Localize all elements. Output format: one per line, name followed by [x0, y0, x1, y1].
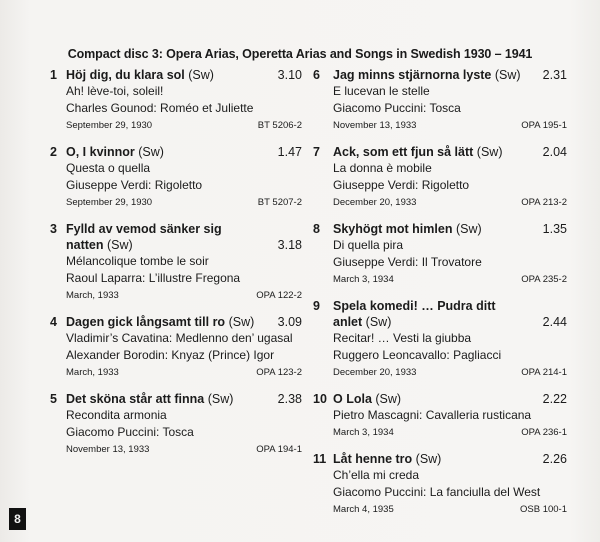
track-duration: 1.47: [277, 145, 302, 159]
track-original-title: Di quella pira: [333, 238, 404, 252]
track-number: 1: [50, 68, 57, 82]
track-title: Ack, som ett fjun så lätt: [333, 145, 474, 159]
track-title-wrap: [66, 314, 302, 330]
track-original-title: Questa o quella: [66, 161, 151, 175]
track-recording-info: [50, 442, 302, 457]
recording-date: November 13, 1933: [333, 120, 417, 131]
track-header: [313, 67, 567, 83]
track-composer-work: Ruggero Leoncavallo: Pagliacci: [333, 348, 502, 362]
matrix-number: OPA 214-1: [521, 367, 567, 378]
track-number: 3: [50, 222, 57, 236]
track-language: (Sw): [455, 222, 482, 236]
track-header: [50, 221, 302, 253]
track-entry: [313, 67, 567, 133]
track-title: Dagen gick långsamt till ro: [66, 315, 226, 329]
track-title-wrap: [66, 391, 302, 407]
track-title-wrap: [333, 221, 567, 237]
recording-date: November 13, 1933: [66, 444, 150, 455]
track-title: Höj dig, du klara sol: [66, 68, 185, 82]
track-header: [50, 67, 302, 83]
track-recording-info: [50, 365, 302, 380]
track-title-wrap: [333, 144, 567, 160]
track-original-title: E lucevan le stelle: [333, 84, 430, 98]
track-entry: [313, 391, 567, 440]
track-header: [313, 391, 567, 407]
track-duration: 2.44: [542, 315, 567, 329]
page-heading: Compact disc 3: Opera Arias, Operetta Arias and Songs in Swedish 1930 – 1941: [67, 47, 533, 61]
track-title-wrap: [66, 67, 302, 83]
track-header: [313, 298, 567, 330]
matrix-number: OPA 194-1: [256, 444, 302, 455]
track-composer-work: Giuseppe Verdi: Rigoletto: [66, 178, 203, 192]
matrix-number: OPA 213-2: [521, 197, 567, 208]
track-title: Jag minns stjärnorna lyste: [333, 68, 492, 82]
track-duration: 2.04: [542, 145, 567, 159]
track-entry: [50, 221, 302, 303]
track-entry: [50, 391, 302, 457]
track-column-left: [50, 67, 302, 468]
track-duration: 2.26: [542, 452, 567, 466]
track-language: (Sw): [415, 452, 442, 466]
track-duration: 2.31: [542, 68, 567, 82]
track-language: (Sw): [138, 145, 164, 159]
track-header: [50, 144, 302, 160]
track-composer-work: Giacomo Puccini: Tosca: [333, 101, 461, 115]
track-title-wrap: [333, 67, 567, 83]
track-entry: [313, 144, 567, 210]
track-title-wrap: [66, 144, 302, 160]
matrix-number: OPA 235-2: [521, 274, 567, 285]
track-recording-info: [50, 288, 302, 303]
track-title: Fylld av vemod sänker sig natten: [66, 222, 222, 252]
track-recording-info: [313, 502, 567, 517]
track-composer-work: Giuseppe Verdi: Il Trovatore: [333, 255, 482, 269]
track-title: O Lola: [333, 392, 372, 406]
recording-date: March 4, 1935: [333, 504, 394, 515]
track-header: [313, 144, 567, 160]
matrix-number: BT 5206-2: [257, 120, 302, 131]
track-number: 4: [50, 315, 57, 329]
recording-date: March, 1933: [66, 290, 119, 301]
matrix-number: OPA 236-1: [521, 427, 567, 438]
track-entry: [313, 451, 567, 517]
track-recording-info: [50, 195, 302, 210]
track-number: 7: [313, 145, 320, 159]
track-recording-info: [50, 118, 302, 133]
track-title-wrap: [333, 451, 567, 467]
track-header: [50, 391, 302, 407]
track-duration: 2.38: [277, 392, 302, 406]
track-number: 10: [313, 392, 327, 406]
track-header: [50, 314, 302, 330]
track-entry: [50, 314, 302, 380]
track-duration: 1.35: [542, 222, 567, 236]
track-number: 6: [313, 68, 320, 82]
recording-date: March 3, 1934: [333, 274, 394, 285]
track-duration: 3.10: [277, 68, 302, 82]
track-duration: 3.09: [277, 315, 302, 329]
track-title-wrap: [66, 221, 302, 253]
track-header: [313, 221, 567, 237]
track-number: 2: [50, 145, 57, 159]
matrix-number: OSB 100-1: [520, 504, 567, 515]
track-recording-info: [313, 195, 567, 210]
track-recording-info: [313, 425, 567, 440]
track-original-title: Ah! lève-toi, soleil!: [66, 84, 164, 98]
track-composer-work: Giacomo Puccini: Tosca: [66, 425, 194, 439]
track-entry: [50, 144, 302, 210]
track-entry: [313, 298, 567, 380]
track-title: O, I kvinnor: [66, 145, 135, 159]
track-original-title: Ch’ella mi creda: [333, 468, 420, 482]
track-composer-work: Giacomo Puccini: La fanciulla del West: [333, 485, 541, 499]
track-language: (Sw): [365, 315, 392, 329]
track-entry: [50, 67, 302, 133]
track-entry: [313, 221, 567, 287]
track-original-title: Recitar! … Vesti la giubba: [333, 331, 472, 345]
matrix-number: OPA 123-2: [256, 367, 302, 378]
recording-date: September 29, 1930: [66, 120, 153, 131]
track-title: Det sköna står att finna: [66, 392, 205, 406]
matrix-number: OPA 195-1: [521, 120, 567, 131]
track-language: (Sw): [494, 68, 521, 82]
track-number: 5: [50, 392, 57, 406]
track-recording-info: [313, 118, 567, 133]
track-duration: 3.18: [277, 238, 302, 252]
recording-date: December 20, 1933: [333, 197, 417, 208]
track-title-wrap: [333, 391, 567, 407]
track-composer-work: Raoul Laparra: L’illustre Fregona: [66, 271, 241, 285]
track-number: 11: [313, 452, 327, 466]
track-title-wrap: [333, 298, 567, 330]
recording-date: December 20, 1933: [333, 367, 417, 378]
page-number: 8: [9, 508, 26, 530]
track-language: (Sw): [207, 392, 234, 406]
track-composer-work: Pietro Mascagni: Cavalleria rusticana: [333, 408, 532, 422]
track-original-title: Mélancolique tombe le soir: [66, 254, 209, 268]
matrix-number: OPA 122-2: [256, 290, 302, 301]
track-composer-work: Alexander Borodin: Knyaz (Prince) Igor: [66, 348, 275, 362]
track-number: 9: [313, 299, 320, 313]
recording-date: March, 1933: [66, 367, 119, 378]
track-language: (Sw): [228, 315, 255, 329]
track-language: (Sw): [375, 392, 402, 406]
track-duration: 2.22: [542, 392, 567, 406]
track-header: [313, 451, 567, 467]
track-title: Skyhögt mot himlen: [333, 222, 453, 236]
recording-date: March 3, 1934: [333, 427, 394, 438]
track-language: (Sw): [476, 145, 503, 159]
track-title: Låt henne tro: [333, 452, 413, 466]
track-number: 8: [313, 222, 320, 236]
track-original-title: Vladimir’s Cavatina: Medlenno den’ ugasal: [66, 331, 293, 345]
track-recording-info: [313, 365, 567, 380]
track-language: (Sw): [188, 68, 214, 82]
track-composer-work: Giuseppe Verdi: Rigoletto: [333, 178, 470, 192]
track-title: Spela komedi! … Pudra ditt anlet: [333, 299, 496, 329]
recording-date: September 29, 1930: [66, 197, 153, 208]
track-original-title: La donna è mobile: [333, 161, 432, 175]
track-composer-work: Charles Gounod: Roméo et Juliette: [66, 101, 254, 115]
track-recording-info: [313, 272, 567, 287]
matrix-number: BT 5207-2: [257, 197, 302, 208]
track-original-title: Recondita armonia: [66, 408, 167, 422]
track-language: (Sw): [106, 238, 133, 252]
track-column-right: [313, 67, 567, 528]
